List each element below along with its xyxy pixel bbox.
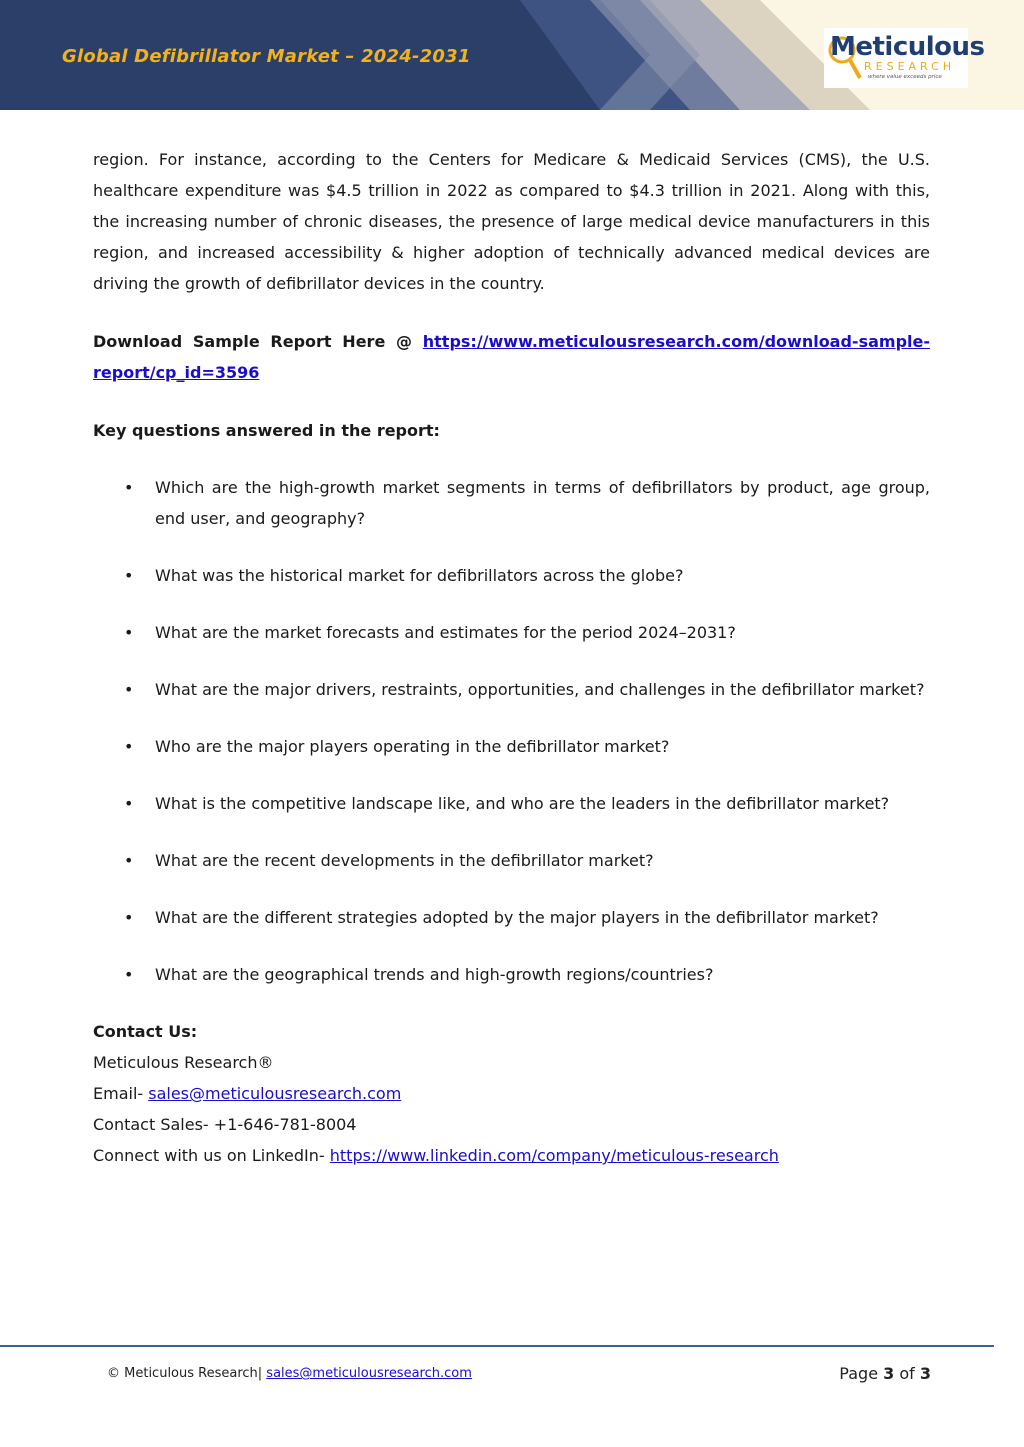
contact-linkedin-line: Connect with us on LinkedIn- https://www.linkedin.com/company/meticulous-research: [93, 1146, 779, 1165]
bullet-icon: •: [124, 737, 134, 756]
document-title: Global Defibrillator Market – 2024-2031: [62, 46, 471, 67]
contact-email-line: Email- sales@meticulousresearch.com: [93, 1084, 402, 1103]
list-item: • What is the competitive landscape like, and who are the leaders in the defibrillator market?: [93, 788, 930, 819]
contact-heading: Contact Us:: [93, 1022, 198, 1041]
list-item: • What are the recent developments in the defibrillator market?: [93, 845, 930, 876]
bullet-icon: •: [124, 680, 134, 699]
page-header: [0, 0, 1024, 110]
list-item: • Who are the major players operating in the defibrillator market?: [93, 731, 930, 762]
list-item: • What are the geographical trends and high-growth regions/countries?: [93, 959, 930, 990]
footer-copyright: © Meticulous Research| sales@meticulousresearch.com: [107, 1366, 472, 1381]
footer-email-link[interactable]: sales@meticulousresearch.com: [266, 1366, 472, 1381]
intro-paragraph: region. For instance, according to the Centers for Medicare & Medicaid Services (CMS), the U.S. healthcare expenditure was $4.5 trillion in 2022 as compared to $4.3 trillion in 2021. Along with this, the increasing number of chronic diseases, the presence of large medical device manufacturers in this region, and increased accessibility & higher adoption of technically advanced medical devices are driving the growth of defibrillator devices in the country.: [93, 150, 930, 293]
bullet-icon: •: [124, 566, 134, 585]
linkedin-link[interactable]: https://www.linkedin.com/company/meticulous-research: [329, 1146, 779, 1165]
list-item: • What are the different strategies adopted by the major players in the defibrillator market?: [93, 902, 930, 933]
bullet-icon: •: [124, 794, 134, 813]
contact-sales: Contact Sales- +1-646-781-8004: [93, 1115, 357, 1134]
download-label: Download Sample Report Here @: [93, 332, 423, 351]
list-item: • What are the major drivers, restraints, opportunities, and challenges in the defibrillator market?: [93, 674, 930, 705]
meticulous-logo: [824, 28, 985, 88]
logo-word: Meticulous: [830, 32, 985, 62]
key-questions-heading: Key questions answered in the report:: [93, 421, 440, 440]
contact-email-link[interactable]: sales@meticulousresearch.com: [148, 1084, 402, 1103]
logo-tagline: where value exceeds price: [868, 74, 942, 80]
footer-divider: [0, 1345, 994, 1347]
download-sample-link[interactable]: https://www.meticulousresearch.com/download-sample-report/cp_id=3596: [93, 332, 930, 382]
page-content: [93, 144, 930, 1171]
contact-company: Meticulous Research®: [93, 1053, 274, 1072]
bullet-icon: •: [124, 908, 134, 927]
bullet-icon: •: [124, 851, 134, 870]
list-item: • What was the historical market for defibrillators across the globe?: [93, 560, 930, 591]
list-item: • Which are the high-growth market segments in terms of defibrillators by product, age group, end user, and geography?: [93, 472, 930, 534]
page-number: Page 3 of 3: [839, 1364, 931, 1383]
bullet-icon: •: [124, 965, 134, 984]
bullet-icon: •: [124, 623, 134, 642]
list-item: • What are the market forecasts and estimates for the period 2024–2031?: [93, 617, 930, 648]
download-sample-line: [93, 326, 930, 388]
bullet-icon: •: [124, 478, 134, 497]
key-questions-list: [93, 472, 930, 990]
logo-sub: RESEARCH: [864, 60, 956, 73]
